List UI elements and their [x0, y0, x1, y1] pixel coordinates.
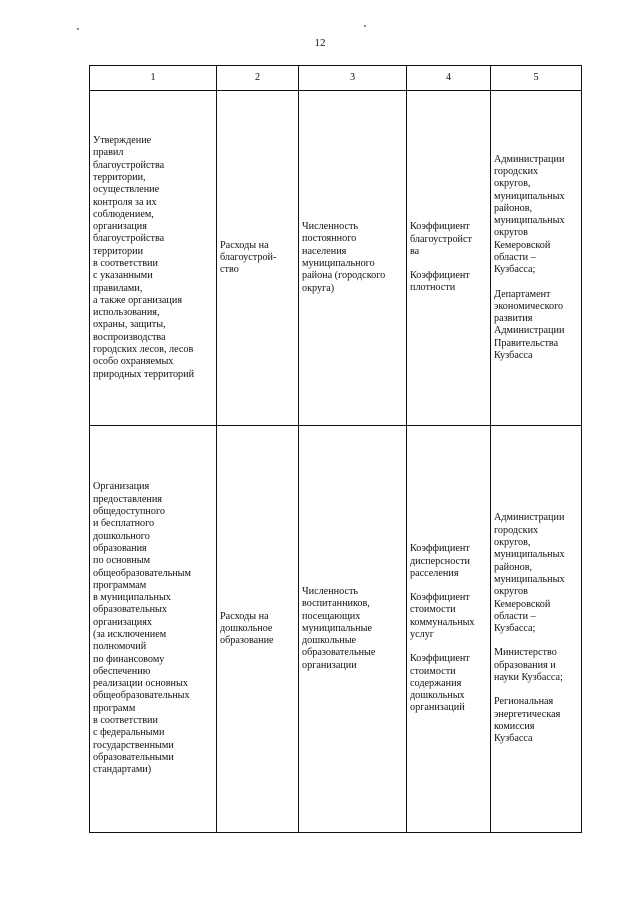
- table-row: [90, 91, 582, 426]
- scan-speck: [77, 28, 79, 30]
- responsible-body-cell: [491, 91, 582, 426]
- responsible-body-text: Администрации городских округов, муниципальных районов, муниципальных округов Кемеровской области – Кузбасса;: [494, 153, 565, 276]
- column-header-1: 1: [90, 66, 217, 91]
- responsible-body-text: Региональная энергетическая комиссия Кузбасса: [494, 696, 561, 745]
- header-row: [90, 66, 582, 91]
- page-number: 12: [314, 37, 326, 49]
- expense-text: Расходы на дошкольное образование: [220, 610, 274, 647]
- indicator-text: Численность воспитанников, посещающих муниципальные дошкольные образовательные организации: [302, 585, 376, 671]
- expense-cell: [217, 91, 299, 426]
- indicator-text: Численность постоянного населения муниципального района (городского округа): [302, 221, 386, 294]
- indicator-cell: [299, 91, 407, 426]
- indicator-cell: [299, 426, 407, 833]
- authority-cell: [90, 426, 217, 833]
- column-header-3: 3: [299, 66, 407, 91]
- responsible-body-text: Администрации городских округов, муниципальных районов, муниципальных округов Кемеровской области – Кузбасса;: [494, 512, 565, 635]
- column-header-4: 4: [407, 66, 491, 91]
- coefficient-text: Коэффициент дисперсности расселения: [410, 543, 470, 579]
- table-row: [90, 426, 582, 833]
- coefficient-text: Коэффициент стоимости содержания дошкольных организаций: [410, 653, 470, 714]
- authority-text: Организация предоставления общедоступного и бесплатного дошкольного образования по основным общеобразовательным программам в муниципальных образовательных организациях (за исключением полномочий по финансовому обеспечению реализации основных общеобразовательных программ в соответствии с федеральными государственными образовательными стандартами): [93, 481, 191, 776]
- scan-speck: [364, 25, 366, 27]
- coefficient-text: Коэффициент стоимости коммунальных услуг: [410, 592, 475, 640]
- column-header-2: 2: [217, 66, 299, 91]
- coefficient-cell: [407, 91, 491, 426]
- responsible-body-text: Департамент экономического развития Администрации Правительства Кузбасса: [494, 288, 565, 362]
- column-header-5: 5: [491, 66, 582, 91]
- responsible-body-text: Министерство образования и науки Кузбасса;: [494, 647, 563, 684]
- distribution-table: [89, 65, 582, 833]
- coefficient-text: Коэффициент плотности: [410, 270, 470, 294]
- expense-cell: [217, 426, 299, 833]
- responsible-body-cell: [491, 426, 582, 833]
- coefficient-cell: [407, 426, 491, 833]
- authority-cell: [90, 91, 217, 426]
- expense-text: Расходы на благоустрой- ство: [220, 239, 277, 276]
- coefficient-text: Коэффициент благоустройст ва: [410, 221, 472, 257]
- authority-text: Утверждение правил благоустройства территории, осуществление контроля за их соблюдением, организация благоустройства территории в соответствии с указанными правилами, а также организация использования, охраны, защиты, воспроизводства городских лесов, лесов особо охраняемых природных территорий: [93, 135, 195, 380]
